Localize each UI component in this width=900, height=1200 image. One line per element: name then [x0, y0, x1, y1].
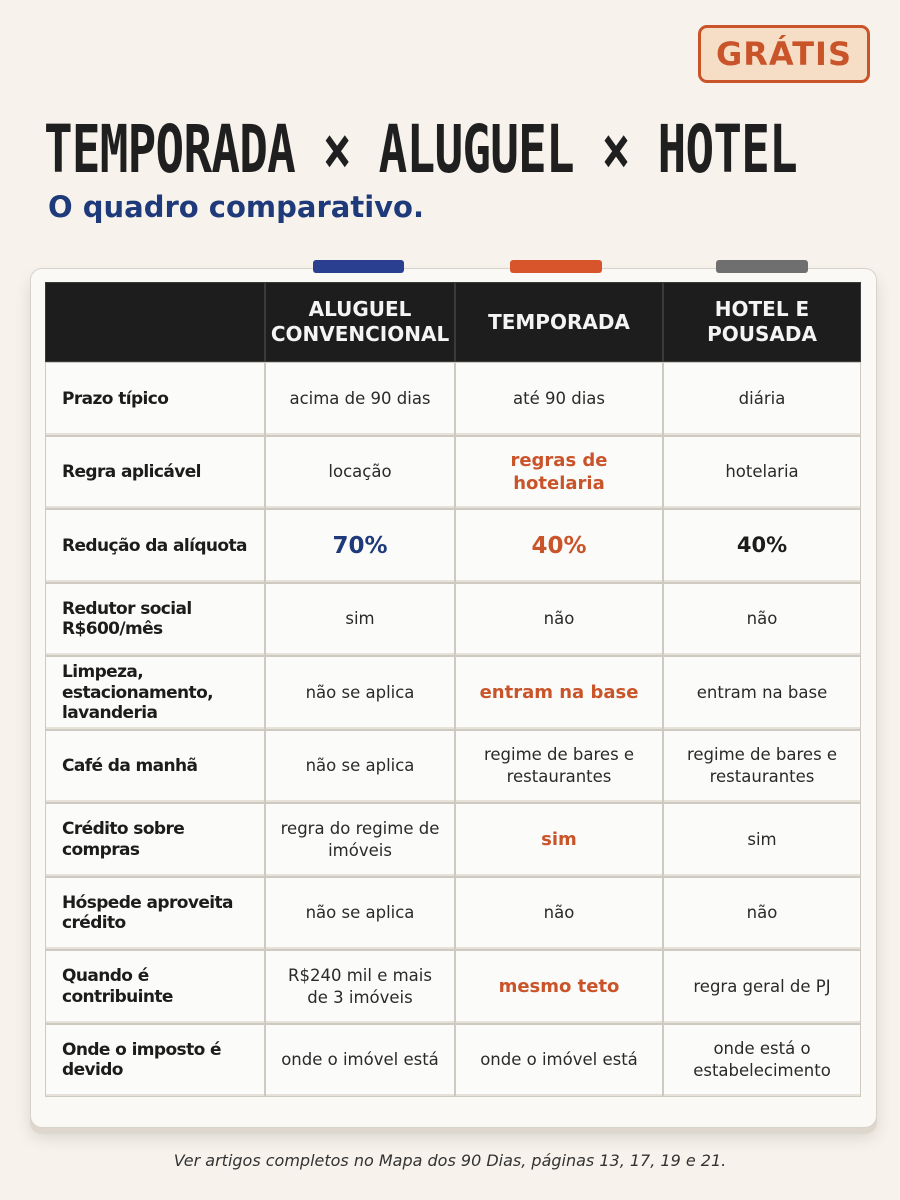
table-cell: não: [455, 583, 663, 657]
page-title: TEMPORADA × ALUGUEL × HOTEL: [44, 111, 798, 188]
table-cell: não se aplica: [265, 877, 455, 951]
table-cell: diária: [663, 362, 861, 436]
aluguel-color-tab: [313, 260, 404, 273]
table-cell-highlight: mesmo teto: [455, 950, 663, 1024]
table-cell: sim: [265, 583, 455, 657]
table-cell: onde está o estabelecimento: [663, 1024, 861, 1098]
table-cell: não: [663, 877, 861, 951]
row-label: Onde o imposto é devido: [45, 1024, 265, 1098]
table-cell: não: [455, 877, 663, 951]
table-cell: acima de 90 dias: [265, 362, 455, 436]
table-cell-highlight: sim: [455, 803, 663, 877]
row-label: Hóspede aproveita crédito: [45, 877, 265, 951]
table-cell: regime de bares e restaurantes: [663, 730, 861, 804]
page-subtitle: O quadro comparativo.: [48, 190, 424, 224]
table-cell: regra do regime de imóveis: [265, 803, 455, 877]
table-header-aluguel: ALUGUEL CONVENCIONAL: [265, 282, 455, 362]
table-header-hotel: HOTEL E POUSADA: [663, 282, 861, 362]
table-cell: entram na base: [663, 656, 861, 730]
row-label: Crédito sobre compras: [45, 803, 265, 877]
table-cell-highlight: regras de hotelaria: [455, 436, 663, 510]
table-cell-highlight: entram na base: [455, 656, 663, 730]
temporada-color-tab: [510, 260, 602, 273]
table-cell: não: [663, 583, 861, 657]
table-cell: regra geral de PJ: [663, 950, 861, 1024]
comparison-table: [45, 282, 861, 1097]
row-label: Regra aplicável: [45, 436, 265, 510]
table-cell: locação: [265, 436, 455, 510]
rate-reduction-hotel: 40%: [663, 509, 861, 583]
table-cell: hotelaria: [663, 436, 861, 510]
table-cell: até 90 dias: [455, 362, 663, 436]
table-cell: regime de bares e restaurantes: [455, 730, 663, 804]
rate-reduction-aluguel: 70%: [265, 509, 455, 583]
table-header-blank: [45, 282, 265, 362]
table-cell: onde o imóvel está: [455, 1024, 663, 1098]
table-header-temporada: TEMPORADA: [455, 282, 663, 362]
rate-reduction-temporada: 40%: [455, 509, 663, 583]
row-label: Limpeza, estacionamento, lavanderia: [45, 656, 265, 730]
footnote: Ver artigos completos no Mapa dos 90 Dias, páginas 13, 17, 19 e 21.: [173, 1151, 727, 1170]
row-label: Café da manhã: [45, 730, 265, 804]
table-cell: R$240 mil e mais de 3 imóveis: [265, 950, 455, 1024]
row-label: Prazo típico: [45, 362, 265, 436]
hotel-color-tab: [716, 260, 808, 273]
table-cell: sim: [663, 803, 861, 877]
free-badge: GRÁTIS: [698, 25, 870, 83]
row-label: Quando é contribuinte: [45, 950, 265, 1024]
row-label: Redução da alíquota: [45, 509, 265, 583]
table-cell: não se aplica: [265, 656, 455, 730]
table-cell: onde o imóvel está: [265, 1024, 455, 1098]
table-cell: não se aplica: [265, 730, 455, 804]
row-label: Redutor social R$600/mês: [45, 583, 265, 657]
